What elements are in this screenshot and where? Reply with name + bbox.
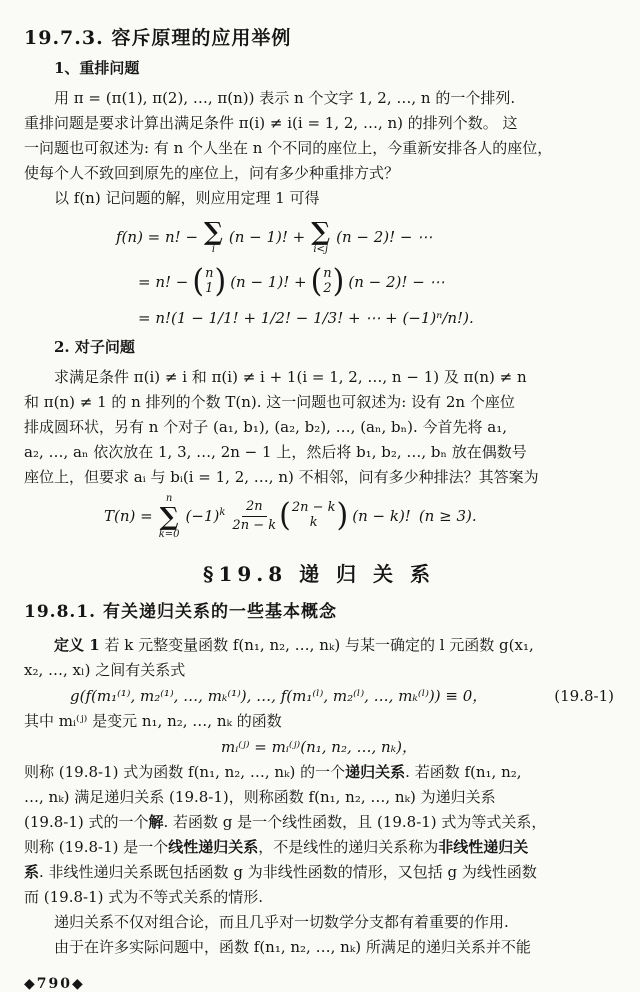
formula-derangement-series: [24, 305, 614, 331]
equation-19-8-1: [24, 683, 614, 709]
text-line: 则称 (19.8-1) 式为函数 f(n₁, n₂, …, nₖ) 的一个递归关系. 若函数 f(n₁, n₂,: [24, 763, 522, 781]
formula-derangement-sums: [24, 215, 614, 259]
binomial-coefficient: [192, 263, 227, 300]
left-paren: (: [310, 263, 323, 300]
text-line: …, nₖ) 满足递归关系 (19.8-1)，则称函数 f(n₁, n₂, …, nₖ) 为递归关系: [24, 788, 496, 806]
sigma-glyph: ∑: [159, 501, 179, 531]
text-line: 其中 mᵢ⁽ʲ⁾ 是变元 n₁, n₂, …, nₖ 的函数: [24, 712, 282, 730]
formula-text: (n − k)!: [352, 507, 411, 525]
text-line: 座位上，但要求 aᵢ 与 bᵢ(i = 1, 2, …, n) 不相邻，问有多少种排法？其答案为: [24, 468, 539, 486]
text-line: 使每个人不致回到原先的座位上，问有多少种重排方式？: [24, 164, 400, 182]
section-heading-19-8: §19.8 递 归 关 系: [202, 562, 436, 586]
bold-term-recurrence-relation: 递归关系: [345, 763, 406, 781]
text-line: 求满足条件 π(i) ≠ i 和 π(i) ≠ i + 1(i = 1, 2, …, n − 1) 及 π(n) ≠ n: [54, 368, 527, 386]
formula-text: (n − 1)! +: [230, 273, 307, 291]
bold-term-continuation: 系: [24, 863, 40, 881]
definition-label: 定义 1: [54, 636, 100, 654]
summation-superscript: n: [165, 492, 173, 504]
formula-text: (n − 2)! − ⋯: [348, 273, 445, 291]
subsection-title-pairs: 2. 对子问题: [54, 338, 135, 356]
binom-bottom: 1: [205, 281, 214, 296]
text-line: 而 (19.8-1) 式为不等式关系的情形.: [24, 888, 264, 906]
text-line: x₂, …, xₗ) 之间有关系式: [24, 661, 186, 679]
exponent: k: [219, 507, 226, 518]
text-line: 则称 (19.8-1) 是一个线性递归关系，不是线性的递归关系称为非线性递归关: [24, 838, 529, 856]
text-line: 排成圆环状，另有 n 个对子 (a₁, b₁), (a₂, b₂), …, (aₙ, bₙ). 今首先将 a₁,: [24, 418, 507, 436]
summation-subscript: k=0: [158, 528, 180, 540]
section-heading-19-7-3: 19.7.3. 容斥原理的应用举例: [24, 27, 292, 49]
text-line: 系. 非线性递归关系既包括函数 g 为非线性函数的情形，又包括 g 为线性函数: [24, 863, 537, 881]
summation-subscript: i: [211, 244, 216, 255]
formula-text: = n!(1 − 1/1! + 1/2! − 1/3! + ⋯ + (−1)ⁿ/n!).: [138, 309, 474, 327]
bold-term-linear-recurrence: 线性递归关系: [168, 838, 259, 856]
binom-top: n: [323, 266, 332, 282]
section-heading-19-8-1: 19.8.1. 有关递归关系的一些基本概念: [24, 602, 337, 622]
binom-bottom: 2: [323, 281, 332, 296]
page-number: ◆790◆: [24, 976, 85, 992]
text-line: 重排问题是要求计算出满足条件 π(i) ≠ i(i = 1, 2, …, n) 的排列个数。 这: [24, 114, 518, 132]
definition-text: 若 k 元整变量函数 f(n₁, n₂, …, nₖ) 与某一确定的 l 元函数 g(x₁,: [99, 636, 534, 654]
binomial-coefficient: [279, 497, 349, 534]
text-line: [24, 633, 614, 658]
equation-number: (19.8-1): [554, 687, 614, 705]
right-paren: ): [336, 497, 349, 534]
left-paren: (: [192, 263, 205, 300]
right-paren: ): [214, 263, 227, 300]
summation-symbol: [157, 493, 182, 540]
summation-symbol: [309, 219, 332, 255]
fraction-denominator: 2n − k: [232, 517, 277, 533]
summation-subscript: i<j: [313, 244, 329, 255]
text-line: (19.8-1) 式的一个解. 若函数 g 是一个线性函数，且 (19.8-1) 式为等式关系，: [24, 813, 547, 831]
binom-bottom: k: [309, 515, 318, 530]
text-line: 一问题也可叙述为: 有 n 个人坐在 n 个不同的座位上，今重新安排各人的座位，: [24, 139, 553, 157]
right-paren: ): [332, 263, 345, 300]
text-line: a₂, …, aₙ 依次放在 1, 3, …, 2n − 1 上，然后将 b₁, b₂, …, bₙ 放在偶数号: [24, 443, 527, 461]
text-line: 和 π(n) ≠ 1 的 n 排列的个数 T(n). 这一问题也可叙述为: 设有 2n 个座位: [24, 393, 515, 411]
equation-m-definition: mᵢ⁽ʲ⁾ = mᵢ⁽ʲ⁾(n₁, n₂, …, nₖ)，: [220, 738, 418, 756]
equation-body: g(f(m₁⁽¹⁾, m₂⁽¹⁾, …, mₖ⁽¹⁾), …, f(m₁⁽ˡ⁾, m₂⁽ˡ⁾, …, mₖ⁽ˡ⁾)) ≡ 0，: [70, 687, 488, 705]
sigma-glyph: ∑: [204, 217, 223, 246]
text-line: 由于在许多实际问题中，函数 f(n₁, n₂, …, nₖ) 所满足的递归关系并不能: [54, 938, 531, 956]
formula-text: T(n) =: [104, 507, 153, 525]
formula-condition: (n ≥ 3).: [418, 507, 477, 525]
formula-text: f(n) = n! −: [116, 228, 199, 246]
formula-text: (n − 1)! +: [228, 228, 306, 246]
text-line: 递归关系不仅对组合论，而且几乎对一切数学分支都有着重要的作用.: [54, 913, 509, 931]
binomial-coefficient: [310, 263, 345, 300]
formula-text: (n − 2)! − ⋯: [336, 228, 433, 246]
formula-derangement-binomials: [24, 259, 614, 305]
text-line: 以 f(n) 记问题的解，则应用定理 1 可得: [54, 189, 320, 207]
subsection-title-derangement: 1、重排问题: [54, 59, 140, 77]
sigma-glyph: ∑: [311, 217, 331, 246]
summation-symbol: [202, 219, 225, 255]
formula-text: $(-1)^k$: [185, 507, 226, 525]
left-paren: (: [279, 497, 291, 534]
bold-term-solution: 解: [148, 813, 164, 831]
binom-top: n: [205, 266, 214, 282]
bold-term-nonlinear-recurrence: 非线性递归关: [438, 838, 529, 856]
text-line: 用 π = (π(1), π(2), …, π(n)) 表示 n 个文字 1, 2, …, n 的一个排列.: [54, 89, 516, 107]
fraction-numerator: 2n: [242, 499, 267, 517]
fraction: [232, 499, 276, 533]
formula-text: = n! −: [138, 273, 189, 291]
binom-top: 2n − k: [291, 500, 336, 516]
formula-menage: [24, 490, 614, 542]
